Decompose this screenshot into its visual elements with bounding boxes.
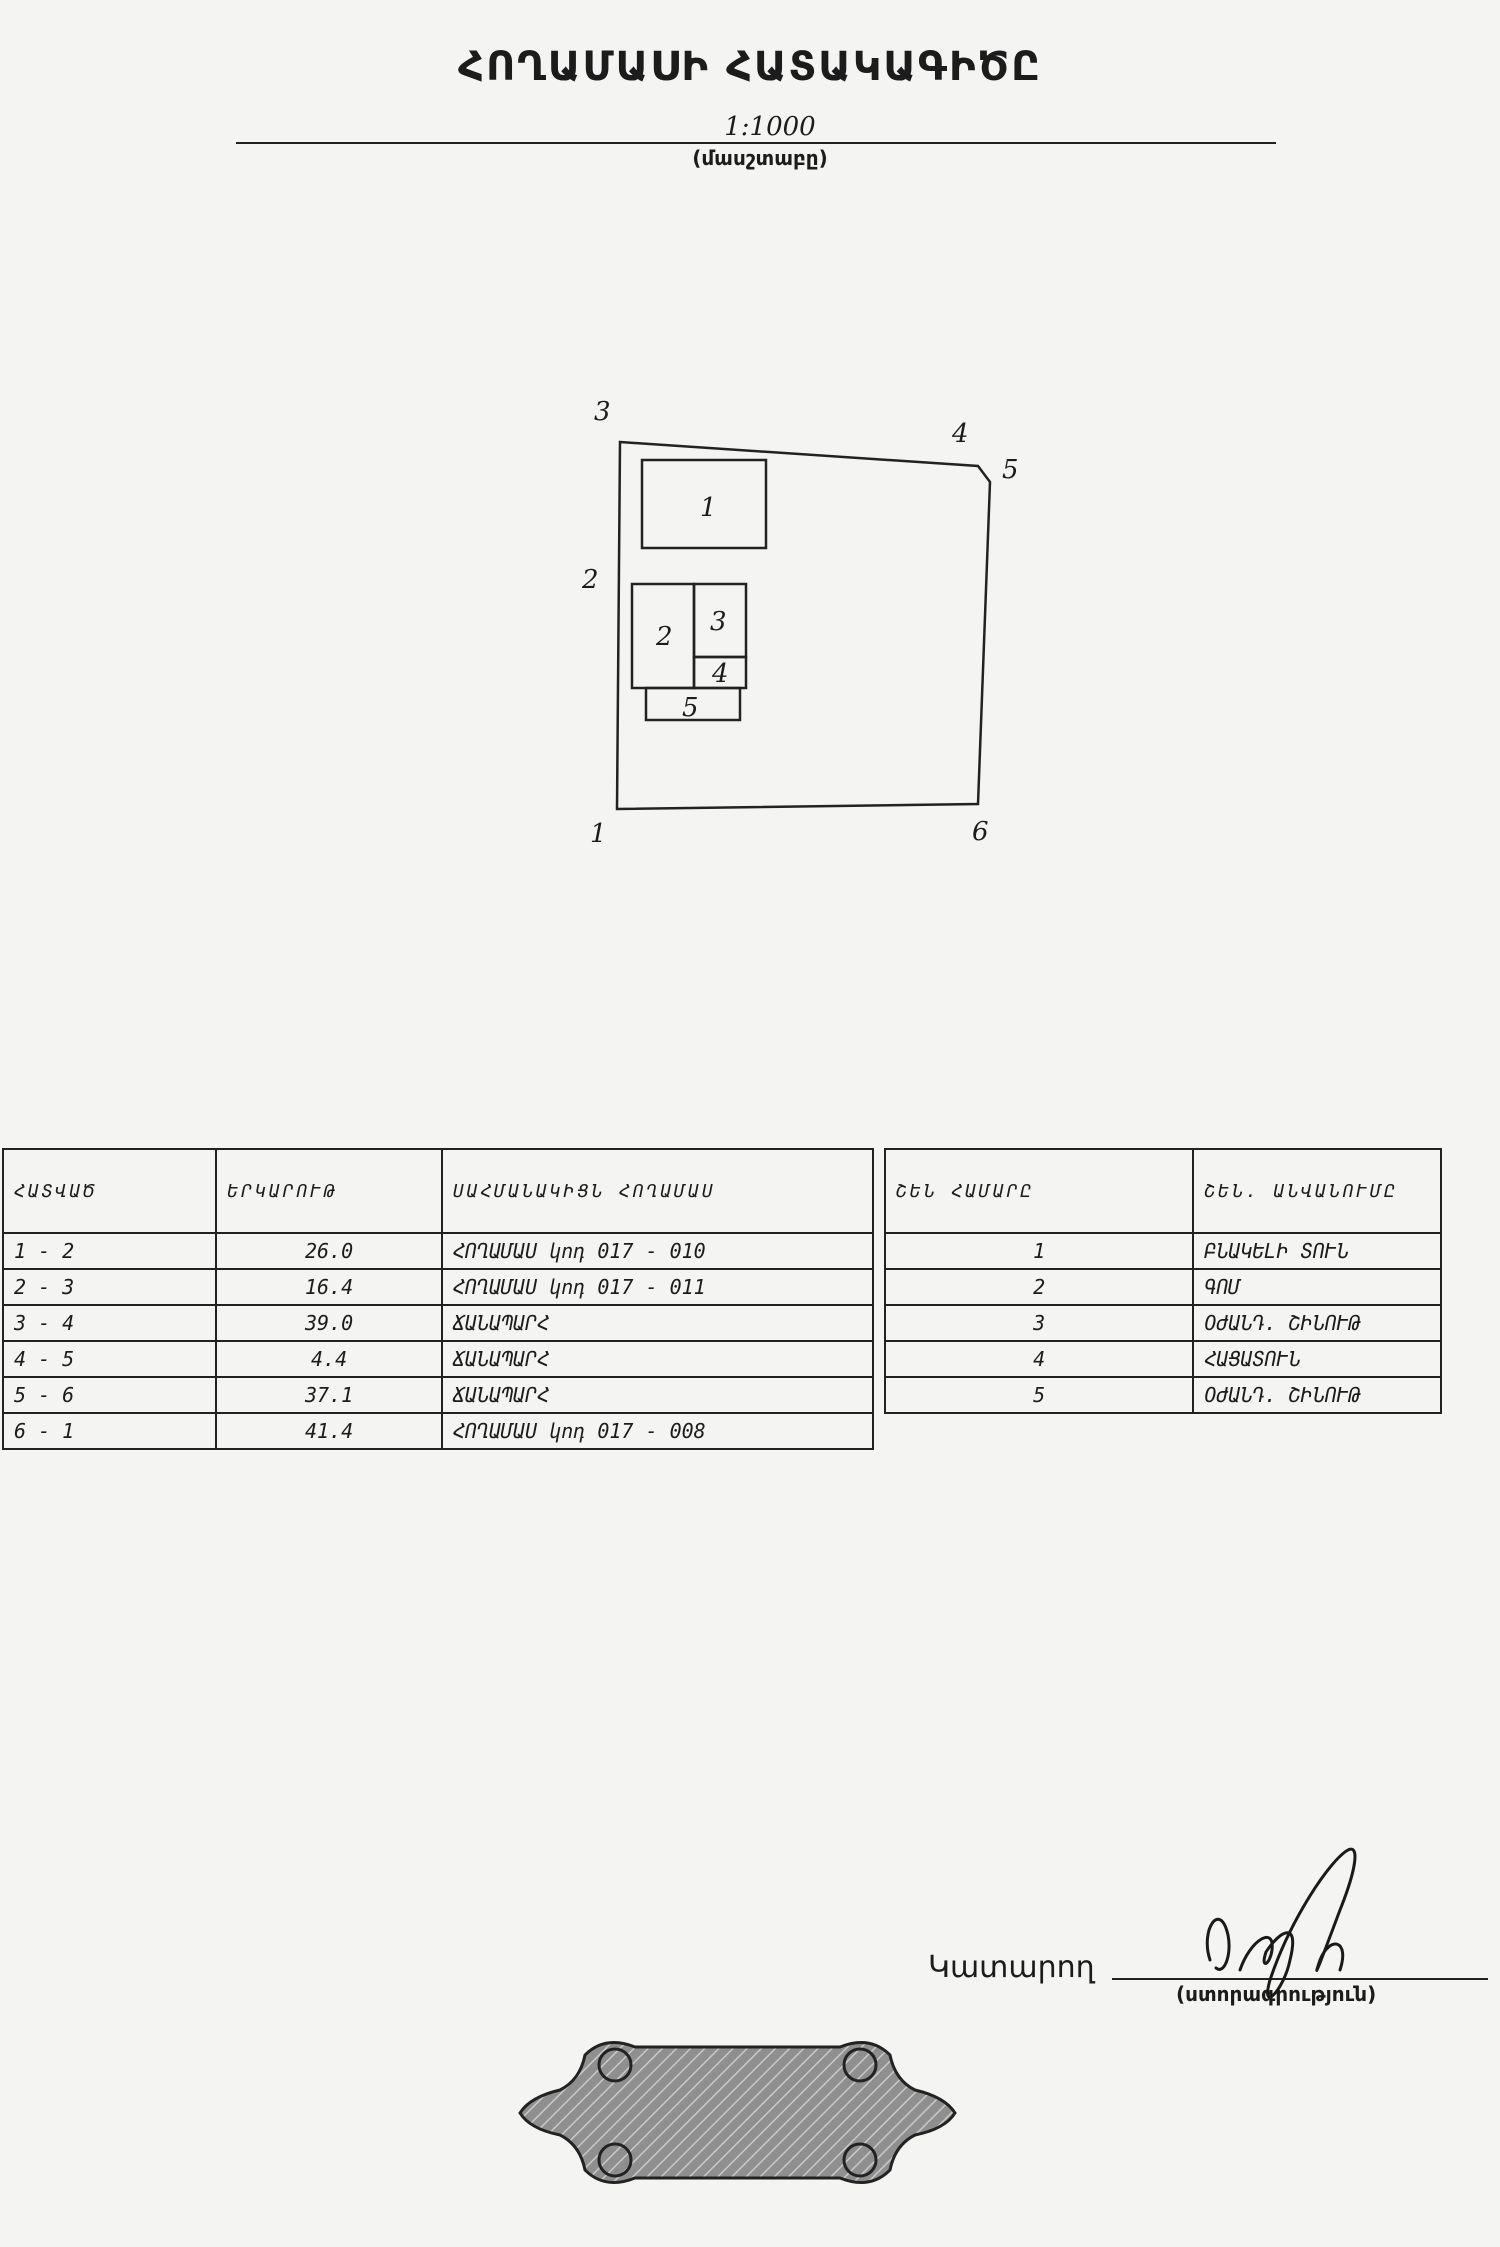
corner-label-5: 5 — [1002, 455, 1019, 485]
building-label-5: 5 — [682, 693, 699, 723]
neighbor-cell: ՃԱՆԱՊԱՐՀ — [442, 1305, 873, 1341]
document-title: ՀՈՂԱՄԱՍԻ ՀԱՏԱԿԱԳԻԾԸ — [458, 44, 1042, 90]
building-number-cell: 4 — [885, 1341, 1193, 1377]
column-header-neighbor: ՍԱՀՄԱՆԱԿԻՑՆ ՀՈՂԱՄԱՍ — [442, 1149, 873, 1233]
plot-boundary — [617, 442, 990, 809]
table-row — [3, 1305, 873, 1341]
length-cell: 39.0 — [216, 1305, 441, 1341]
building-name-cell: ՀԱՑԱՏՈՒՆ — [1193, 1341, 1441, 1377]
length-cell: 26.0 — [216, 1233, 441, 1269]
corner-label-1: 1 — [590, 819, 607, 849]
scale-underline — [236, 142, 1276, 144]
scale-caption: (մասշտաբը) — [692, 146, 828, 170]
column-header-segment: ՀԱՏՎԱԾ — [3, 1149, 216, 1233]
neighbor-cell: ՀՈՂԱՄԱՍ կոդ 017 - 008 — [442, 1413, 873, 1449]
length-cell: 37.1 — [216, 1377, 441, 1413]
segment-cell: 1 - 2 — [3, 1233, 216, 1269]
scale-value: 1:1000 — [724, 112, 816, 142]
corner-label-4: 4 — [952, 419, 969, 449]
segment-cell: 3 - 4 — [3, 1305, 216, 1341]
table-row — [3, 1233, 873, 1269]
buildings-table — [884, 1148, 1442, 1414]
table-row — [885, 1269, 1441, 1305]
decorative-seal-stamp — [515, 2025, 960, 2200]
corner-label-2: 2 — [582, 565, 599, 595]
table-row — [3, 1377, 873, 1413]
table-header-row — [885, 1149, 1441, 1233]
table-row — [3, 1341, 873, 1377]
table-row — [3, 1269, 873, 1305]
corner-label-6: 6 — [972, 817, 989, 847]
length-cell: 4.4 — [216, 1341, 441, 1377]
neighbor-cell: ՃԱՆԱՊԱՐՀ — [442, 1341, 873, 1377]
length-cell: 16.4 — [216, 1269, 441, 1305]
boundary-segments-table — [2, 1148, 874, 1450]
table-header-row — [3, 1149, 873, 1233]
neighbor-cell: ՀՈՂԱՄԱՍ կոդ 017 - 011 — [442, 1269, 873, 1305]
building-name-cell: ԳՈՄ — [1193, 1269, 1441, 1305]
building-label-4: 4 — [712, 659, 729, 689]
column-header-building-number: ՇԵՆ ՀԱՄԱՐԸ — [885, 1149, 1193, 1233]
segment-cell: 5 - 6 — [3, 1377, 216, 1413]
corner-label-3: 3 — [594, 397, 611, 427]
building-number-cell: 3 — [885, 1305, 1193, 1341]
building-label-3: 3 — [710, 607, 727, 637]
building-number-cell: 2 — [885, 1269, 1193, 1305]
building-label-1: 1 — [700, 493, 717, 523]
building-name-cell: ՕԺԱՆԴ. ՇԻՆՈՒԹ — [1193, 1377, 1441, 1413]
segment-cell: 4 - 5 — [3, 1341, 216, 1377]
neighbor-cell: ՀՈՂԱՄԱՍ կոդ 017 - 010 — [442, 1233, 873, 1269]
table-row — [3, 1413, 873, 1449]
table-row — [885, 1305, 1441, 1341]
neighbor-cell: ՃԱՆԱՊԱՐՀ — [442, 1377, 873, 1413]
handwritten-signature — [1180, 1840, 1420, 2030]
column-header-length: ԵՐԿԱՐՈՒԹ — [216, 1149, 441, 1233]
table-row — [885, 1233, 1441, 1269]
segment-cell: 2 - 3 — [3, 1269, 216, 1305]
building-label-2: 2 — [656, 622, 673, 652]
column-header-building-name: ՇԵՆ. ԱՆՎԱՆՈՒՄԸ — [1193, 1149, 1441, 1233]
signature-caption: (ստորագրություն) — [1176, 1982, 1377, 2006]
plot-plan-drawing — [560, 390, 1040, 860]
building-name-cell: ԲՆԱԿԵԼԻ ՏՈՒՆ — [1193, 1233, 1441, 1269]
segment-cell: 6 - 1 — [3, 1413, 216, 1449]
length-cell: 41.4 — [216, 1413, 441, 1449]
building-number-cell: 1 — [885, 1233, 1193, 1269]
executor-label: Կատարող — [928, 1950, 1095, 1985]
building-number-cell: 5 — [885, 1377, 1193, 1413]
table-row — [885, 1377, 1441, 1413]
building-name-cell: ՕԺԱՆԴ. ՇԻՆՈՒԹ — [1193, 1305, 1441, 1341]
table-row — [885, 1341, 1441, 1377]
